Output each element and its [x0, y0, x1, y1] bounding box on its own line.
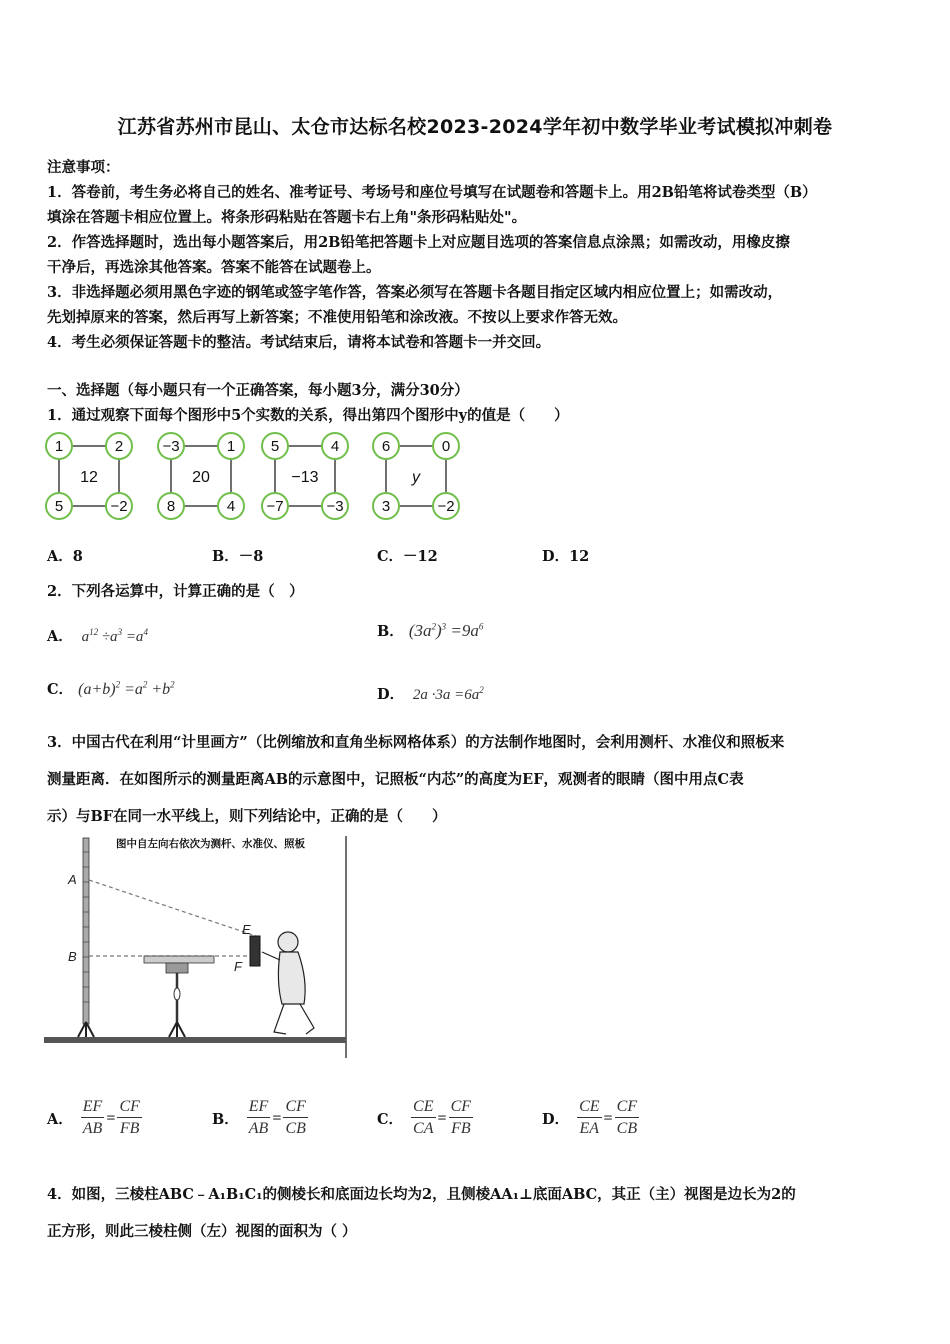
note-line-7: 4．考生必须保证答题卡的整洁。考试结束后，请将本试卷和答题卡一并交回。	[47, 334, 551, 351]
q1-center-value: 20	[192, 469, 210, 486]
q3-line-1: 3．中国古代在利用“计里画方”（比例缩放和直角坐标网格体系）的方法制作地图时，会利用测杆、水准仪和照板来	[47, 734, 785, 751]
section-heading: 一、选择题（每小题只有一个正确答案，每小题3分，满分30分）	[47, 382, 469, 399]
page-title: 江苏省苏州市昆山、太仓市达标名校2023-2024学年初中数学毕业考试模拟冲刺卷	[117, 116, 833, 138]
q2-option-d-label: D．	[377, 686, 405, 703]
q1-option-b: B．－8	[212, 548, 264, 565]
q1-figure-4	[373, 433, 459, 519]
q3-b-n2: CF	[283, 1097, 307, 1118]
q1-center-value: 12	[80, 469, 98, 486]
q3-figure-caption: 图中自左向右依次为测杆、水准仪、照板	[116, 838, 305, 850]
q2-option-c-label: C．	[47, 681, 74, 698]
q3-a-n1: EF	[81, 1097, 105, 1118]
note-line-3: 2．作答选择题时，选出每小题答案后，用2B铅笔把答题卡上对应题目选项的答案信息点涂黑；如需改动，用橡皮擦	[47, 234, 790, 251]
q1-option-c: C．－12	[377, 548, 438, 565]
q2-option-a	[47, 625, 148, 646]
q1-option-a: A．8	[47, 548, 83, 565]
q3-b-n1: EF	[247, 1097, 271, 1118]
q2-stem: 2．下列各运算中，计算正确的是（ ）	[47, 583, 304, 600]
measuring-pole	[83, 838, 89, 1024]
q3-option-d-label: D．	[542, 1111, 570, 1128]
q1-corner-value: 2	[114, 438, 124, 455]
q1-corner-value: 1	[226, 438, 236, 455]
q3-option-c: C． $\frac{CE}{CA}$ = $\frac{CF}{FB}$	[377, 1097, 473, 1140]
level-instrument	[144, 956, 214, 1037]
q3-line-3: 示）与BF在同一水平线上，则下列结论中，正确的是（ ）	[47, 808, 447, 825]
q1-corner-value: −2	[437, 498, 455, 515]
q3-c-d2: FB	[451, 1120, 471, 1137]
q3-option-a: A． $\frac{EF}{AB}$ = $\frac{CF}{FB}$	[47, 1097, 142, 1140]
q1-corner-value: −3	[326, 498, 344, 515]
q1-corner-value: 3	[381, 498, 391, 515]
q3-option-c-label: C．	[377, 1111, 404, 1128]
q1-corner-value: 4	[226, 498, 236, 515]
q1-corner-value: 6	[381, 438, 391, 455]
q3-line-2: 测量距离．在如图所示的测量距离AB的示意图中，记照板“内芯”的高度为EF，观测者的眼睛（图中用点C表	[47, 771, 744, 788]
q3-d-d1: EA	[579, 1120, 600, 1137]
q3-option-d: D． $\frac{CE}{EA}$ = $\frac{CF}{CB}$	[542, 1097, 639, 1140]
q1-corner-value: 5	[54, 498, 64, 515]
q3-option-b: B． $\frac{EF}{AB}$ = $\frac{CF}{CB}$	[212, 1097, 308, 1140]
q1-corner-value: −2	[110, 498, 128, 515]
q1-stem: 1．通过观察下面每个图形中5个实数的关系，得出第四个图形中y的值是（ ）	[47, 407, 569, 424]
q2-option-d	[377, 683, 484, 704]
q3-option-a-label: A．	[47, 1111, 73, 1128]
q2-option-b-label: B．	[377, 623, 404, 640]
q3-c-n1: CE	[411, 1097, 435, 1118]
point-e-label: E	[242, 922, 251, 937]
q3-c-n2: CF	[449, 1097, 473, 1118]
q3-b-d1: AB	[248, 1120, 269, 1137]
q3-c-d1: CA	[413, 1120, 434, 1137]
q3-option-b-label: B．	[212, 1111, 239, 1128]
q3-a-n2: CF	[117, 1097, 141, 1118]
q1-corner-value: −7	[266, 498, 284, 515]
notes-heading: 注意事项：	[47, 159, 120, 176]
q2-option-a-label: A．	[47, 628, 73, 645]
sighting-board	[250, 936, 260, 966]
q1-corner-value: 1	[54, 438, 64, 455]
q3-a-d2: FB	[119, 1120, 140, 1137]
point-f-label: F	[234, 959, 242, 974]
ground	[44, 1037, 346, 1043]
q1-corner-value: 0	[441, 438, 451, 455]
q1-option-d: D．12	[542, 548, 590, 565]
q3-a-d1: AB	[82, 1120, 103, 1137]
q1-corner-value: 8	[166, 498, 176, 515]
q2-option-d-expr: $2a \cdot 3a =6a^2$	[409, 685, 484, 703]
q4-line-1: 4．如图，三棱柱ABC﹣A₁B₁C₁的侧棱长和底面边长均为2，且侧棱AA₁⊥底面ABC，其正（主）视图是边长为2的	[47, 1186, 796, 1203]
q1-center-value: y	[412, 469, 420, 486]
note-line-1: 1．答卷前，考生务必将自己的姓名、准考证号、考场号和座位号填写在试题卷和答题卡上。用2B铅笔将试卷类型（B）	[47, 184, 817, 201]
q1-figure-3	[262, 433, 348, 519]
q1-corner-value: −3	[162, 438, 180, 455]
observer-figure	[262, 932, 314, 1034]
q1-center-value: −13	[291, 469, 319, 486]
q3-d-n1: CE	[577, 1097, 601, 1118]
q2-option-b-expr: $(3a^2)^3 =9a^6$	[408, 621, 484, 640]
q3-figure	[44, 832, 354, 1062]
q1-figure-2	[158, 433, 244, 519]
point-b-label: B	[68, 949, 77, 964]
q1-figure-1	[46, 433, 132, 519]
note-line-2: 填涂在答题卡相应位置上。将条形码粘贴在答题卡右上角"条形码粘贴处"。	[47, 209, 527, 226]
q1-corner-value: 5	[270, 438, 280, 455]
q2-option-b	[377, 620, 483, 641]
q3-d-n2: CF	[615, 1097, 639, 1118]
q1-corner-value: 4	[330, 438, 340, 455]
q2-option-c-expr: $(a+b)^2 =a^2 +b^2$	[78, 679, 175, 698]
q3-d-d2: CB	[616, 1120, 638, 1137]
point-a-label: A	[68, 872, 77, 887]
q2-option-c	[47, 678, 175, 699]
q1-figures	[40, 430, 480, 525]
q4-line-2: 正方形，则此三棱柱侧（左）视图的面积为（ ）	[47, 1223, 357, 1240]
note-line-5: 3．非选择题必须用黑色字迹的钢笔或签字笔作答，答案必须写在答题卡各题目指定区域内相应位置上；如需改动，	[47, 284, 783, 301]
note-line-4: 干净后，再选涂其他答案。答案不能答在试题卷上。	[47, 259, 381, 276]
q3-b-d2: CB	[285, 1120, 306, 1137]
note-line-6: 先划掉原来的答案，然后再写上新答案；不准使用铅笔和涂改液。不按以上要求作答无效。	[47, 309, 627, 326]
q2-option-a-expr: $a^{12} \div a^3 =a^4$	[77, 627, 148, 645]
